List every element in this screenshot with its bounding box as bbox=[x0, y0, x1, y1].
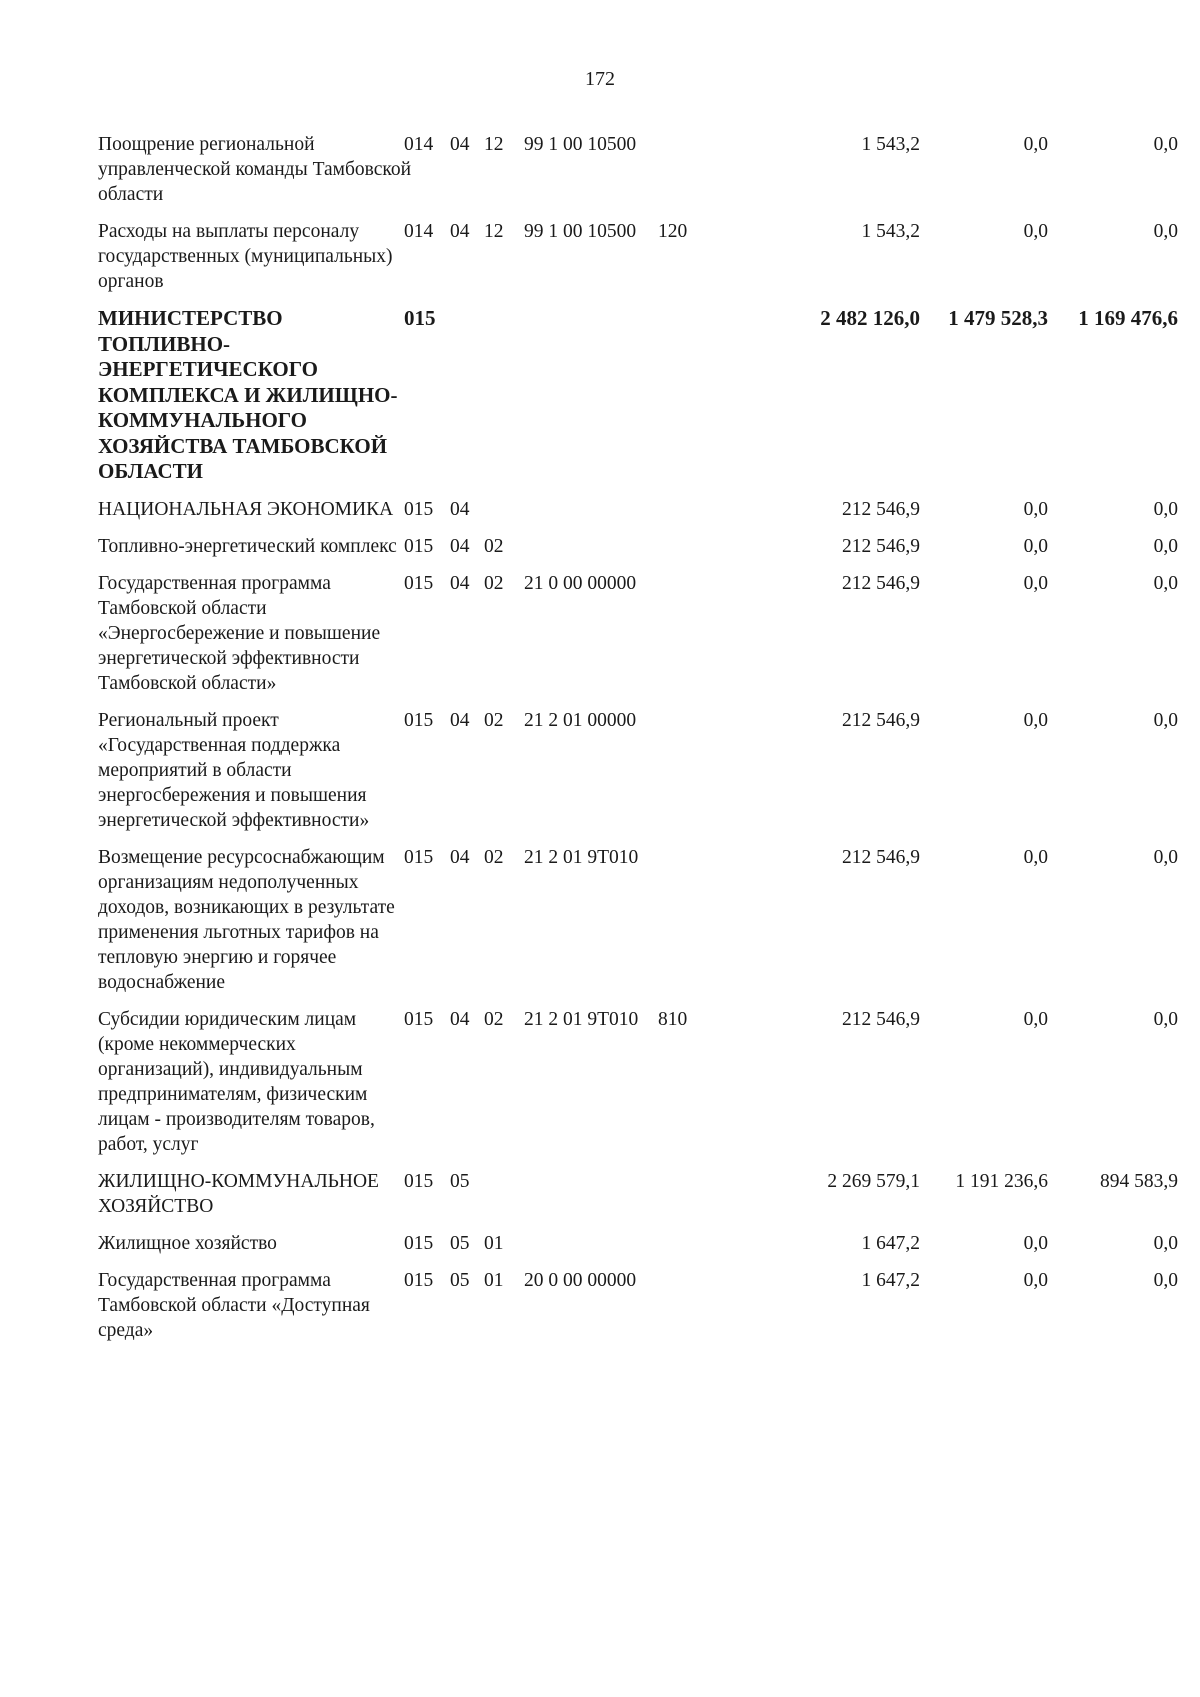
row-pr: 12 bbox=[484, 134, 504, 155]
row-pr: 01 bbox=[484, 1269, 504, 1291]
row-name: ЖИЛИЩНО-КОММУНАЛЬНОЕ ХОЗЯЙСТВО bbox=[98, 1170, 379, 1217]
row-ved: 015 bbox=[404, 846, 434, 868]
row-amount-2: 0,0 bbox=[1023, 572, 1048, 594]
row-amount-1: 212 546,9 bbox=[842, 572, 920, 594]
row-csr: 99 1 00 10500 bbox=[524, 221, 637, 242]
row-amount-3: 0,0 bbox=[1153, 1232, 1178, 1254]
row-pr: 01 bbox=[484, 1232, 504, 1254]
row-amount-1: 212 546,9 bbox=[842, 709, 920, 731]
row-amount-2: 1 479 528,3 bbox=[948, 306, 1048, 330]
row-amount-1: 1 647,2 bbox=[861, 1269, 920, 1291]
row-vr: 120 bbox=[658, 221, 688, 242]
row-name: Государственная программа Тамбовской области «Доступная среда» bbox=[98, 1269, 370, 1341]
row-pr: 02 bbox=[484, 709, 504, 731]
row-amount-1: 1 647,2 bbox=[861, 1232, 920, 1254]
row-amount-2: 0,0 bbox=[1023, 1008, 1048, 1030]
row-csr: 21 2 01 9Т010 bbox=[524, 846, 639, 868]
row-ved: 014 bbox=[404, 221, 434, 242]
row-amount-3: 0,0 bbox=[1153, 535, 1178, 557]
row-csr: 99 1 00 10500 bbox=[524, 134, 637, 155]
row-name: Возмещение ресурсоснабжающим организациям недополученных доходов, возникающих в результате применения льготных тарифов на тепловую энергию и горячее водоснабжение bbox=[98, 846, 395, 993]
row-amount-1: 2 482 126,0 bbox=[820, 306, 920, 330]
row-amount-2: 0,0 bbox=[1023, 498, 1048, 520]
row-amount-3: 0,0 bbox=[1153, 1269, 1178, 1291]
row-amount-3: 0,0 bbox=[1153, 221, 1178, 242]
row-amount-2: 0,0 bbox=[1023, 709, 1048, 731]
row-rz: 04 bbox=[450, 1008, 470, 1030]
row-rz: 04 bbox=[450, 134, 470, 155]
row-amount-3: 1 169 476,6 bbox=[1078, 306, 1178, 330]
row-amount-2: 0,0 bbox=[1023, 1269, 1048, 1291]
row-name: Государственная программа Тамбовской области «Энергосбережение и повышение энергетической эффективности Тамбовской области» bbox=[98, 572, 381, 694]
row-pr: 02 bbox=[484, 846, 504, 868]
row-ved: 015 bbox=[404, 572, 434, 594]
row-name: Поощрение региональной управленческой команды Тамбовской области bbox=[98, 134, 412, 205]
row-ved: 015 bbox=[404, 1008, 434, 1030]
row-pr: 12 bbox=[484, 221, 504, 242]
row-amount-1: 212 546,9 bbox=[842, 846, 920, 868]
row-ved: 015 bbox=[404, 535, 434, 557]
row-rz: 05 bbox=[450, 1269, 470, 1291]
row-amount-2: 0,0 bbox=[1023, 1232, 1048, 1254]
row-csr: 21 0 00 00000 bbox=[524, 572, 637, 594]
row-rz: 04 bbox=[450, 221, 470, 242]
table-row bbox=[98, 1169, 1178, 1219]
row-amount-3: 0,0 bbox=[1153, 572, 1178, 594]
row-amount-2: 1 191 236,6 bbox=[955, 1170, 1048, 1192]
table-row bbox=[98, 571, 1178, 696]
row-ved: 014 bbox=[404, 134, 434, 155]
row-amount-2: 0,0 bbox=[1023, 535, 1048, 557]
row-amount-2: 0,0 bbox=[1023, 846, 1048, 868]
row-name: Жилищное хозяйство bbox=[98, 1232, 277, 1254]
row-rz: 04 bbox=[450, 535, 470, 557]
row-pr: 02 bbox=[484, 535, 504, 557]
table-row bbox=[98, 132, 1178, 207]
row-amount-2: 0,0 bbox=[1023, 221, 1048, 242]
table-row bbox=[98, 534, 1178, 559]
budget-table bbox=[98, 132, 1178, 1355]
row-name: МИНИСТЕРСТВО ТОПЛИВНО-ЭНЕРГЕТИЧЕСКОГО КОМПЛЕКСА И ЖИЛИЩНО-КОММУНАЛЬНОГО ХОЗЯЙСТВА ТАМБОВСКОЙ ОБЛАСТИ bbox=[98, 306, 398, 483]
row-amount-3: 0,0 bbox=[1153, 709, 1178, 731]
row-rz: 04 bbox=[450, 572, 470, 594]
row-ved: 015 bbox=[404, 498, 434, 520]
row-csr: 21 2 01 00000 bbox=[524, 709, 637, 731]
row-rz: 04 bbox=[450, 846, 470, 868]
row-pr: 02 bbox=[484, 572, 504, 594]
row-amount-3: 894 583,9 bbox=[1100, 1170, 1178, 1192]
row-amount-1: 1 543,2 bbox=[861, 221, 920, 242]
row-rz: 04 bbox=[450, 498, 470, 520]
row-name: Региональный проект «Государственная поддержка мероприятий в области энергосбережения и повышения энергетической эффективности» bbox=[98, 709, 370, 831]
row-ved: 015 bbox=[404, 1269, 434, 1291]
table-row bbox=[98, 708, 1178, 833]
row-rz: 05 bbox=[450, 1170, 470, 1192]
row-rz: 04 bbox=[450, 709, 470, 731]
row-amount-1: 1 543,2 bbox=[861, 134, 920, 155]
row-amount-3: 0,0 bbox=[1153, 1008, 1178, 1030]
table-row-ministry bbox=[98, 306, 1178, 485]
row-csr: 20 0 00 00000 bbox=[524, 1269, 637, 1291]
row-ved: 015 bbox=[404, 1232, 434, 1254]
row-name: Субсидии юридическим лицам (кроме некоммерческих организаций), индивидуальным предпринимателям, физическим лицам - производителям товаров, работ, услуг bbox=[98, 1008, 375, 1155]
table-row bbox=[98, 497, 1178, 522]
table-row bbox=[98, 219, 1178, 294]
row-amount-3: 0,0 bbox=[1153, 134, 1178, 155]
table-row bbox=[98, 1231, 1178, 1256]
row-amount-2: 0,0 bbox=[1023, 134, 1048, 155]
row-amount-1: 2 269 579,1 bbox=[827, 1170, 920, 1192]
row-rz: 05 bbox=[450, 1232, 470, 1254]
row-amount-1: 212 546,9 bbox=[842, 535, 920, 557]
row-pr: 02 bbox=[484, 1008, 504, 1030]
row-ved: 015 bbox=[404, 306, 436, 330]
table-row bbox=[98, 845, 1178, 995]
row-amount-3: 0,0 bbox=[1153, 846, 1178, 868]
row-name: Расходы на выплаты персоналу государственных (муниципальных) органов bbox=[98, 221, 393, 292]
row-csr: 21 2 01 9Т010 bbox=[524, 1008, 639, 1030]
row-name: Топливно-энергетический комплекс bbox=[98, 535, 397, 557]
row-name: НАЦИОНАЛЬНАЯ ЭКОНОМИКА bbox=[98, 498, 394, 520]
row-amount-3: 0,0 bbox=[1153, 498, 1178, 520]
row-vr: 810 bbox=[658, 1008, 688, 1030]
row-ved: 015 bbox=[404, 709, 434, 731]
table-row bbox=[98, 1007, 1178, 1157]
row-amount-1: 212 546,9 bbox=[842, 498, 920, 520]
page-number: 172 bbox=[585, 68, 615, 90]
row-ved: 015 bbox=[404, 1170, 434, 1192]
row-amount-1: 212 546,9 bbox=[842, 1008, 920, 1030]
table-row bbox=[98, 1268, 1178, 1343]
